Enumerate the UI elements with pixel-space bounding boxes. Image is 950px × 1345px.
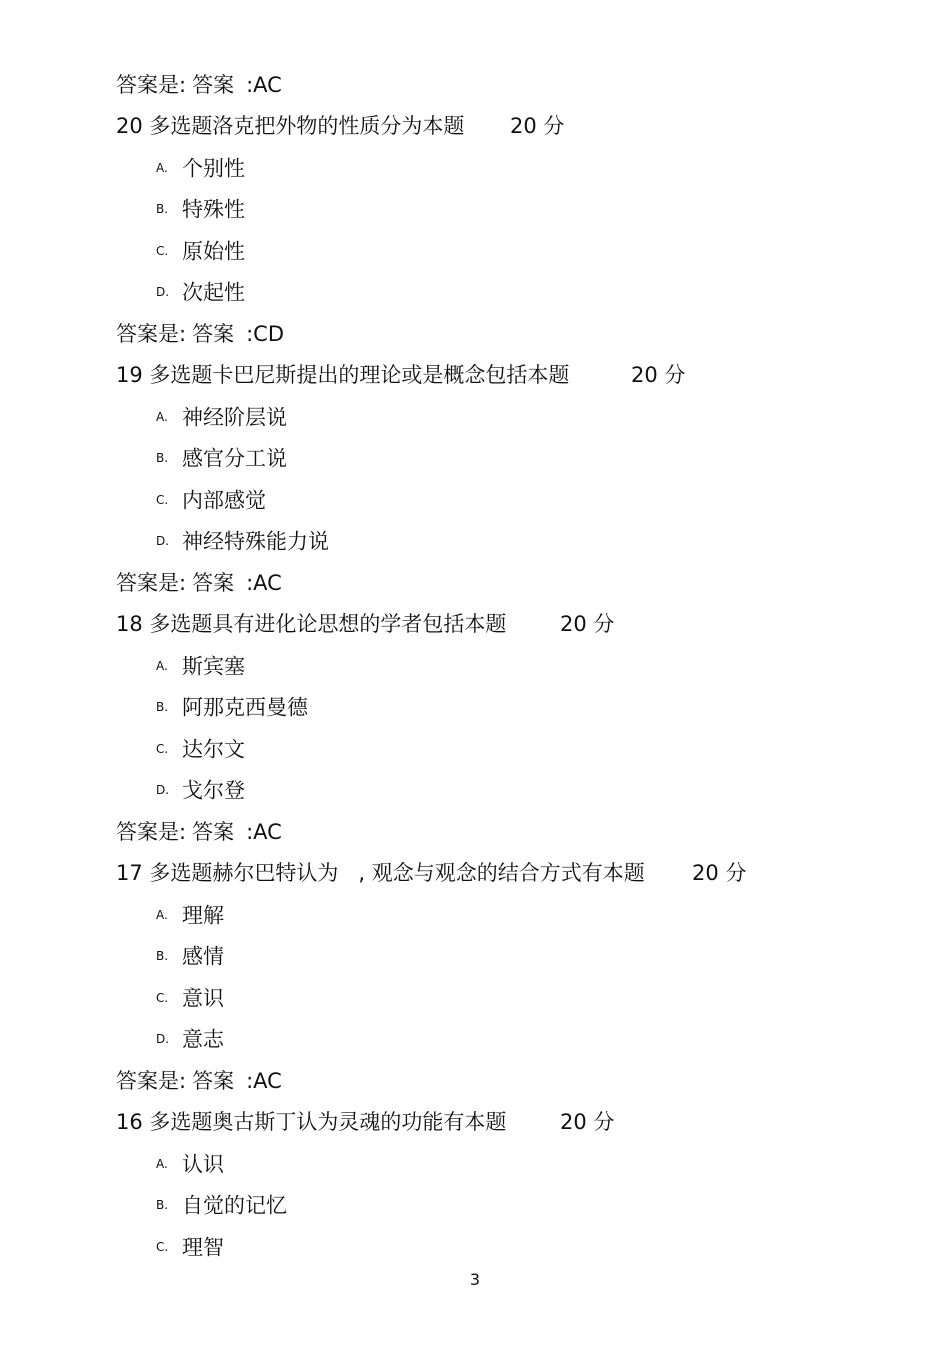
answer-word: 答案 [192,820,235,844]
option-text: 特殊性 [182,197,245,222]
answer-line [116,70,282,100]
answer-label: 答案是: [116,820,187,844]
option-letter: A. [156,658,168,673]
answer-option [156,1190,287,1220]
option-text: 斯宾塞 [182,654,245,679]
option-letter: A. [156,160,168,175]
answer-word: 答案 [192,322,235,346]
answer-word: 答案 [192,1069,235,1093]
option-letter: D. [156,782,170,797]
answer-option [156,443,287,473]
option-text: 阿那克西曼德 [182,695,308,720]
answer-value: :AC [246,820,282,844]
question-score: 20 分 [560,1110,615,1134]
option-text: 感官分工说 [182,446,287,471]
option-text: 戈尔登 [182,778,245,803]
option-text: 原始性 [182,239,245,264]
option-letter: C. [156,492,169,507]
option-text: 理解 [182,903,224,928]
answer-line [116,1066,282,1096]
option-text: 达尔文 [182,737,245,762]
option-text: 神经特殊能力说 [182,529,329,554]
option-text: 自觉的记忆 [182,1193,287,1218]
option-text: 内部感觉 [182,488,266,513]
answer-label: 答案是: [116,571,187,595]
option-letter: B. [156,699,169,714]
option-letter: C. [156,243,169,258]
question-line [116,1107,816,1137]
question-line [116,858,816,888]
answer-option [156,692,308,722]
answer-value: :AC [246,1069,282,1093]
option-text: 意识 [182,986,224,1011]
option-letter: D. [156,284,170,299]
page-number: 3 [469,1270,481,1289]
option-text: 次起性 [182,280,245,305]
answer-line [116,568,282,598]
answer-word: 答案 [192,571,235,595]
option-text: 认识 [182,1152,224,1177]
answer-label: 答案是: [116,322,187,346]
option-letter: D. [156,533,170,548]
option-text: 感情 [182,944,224,969]
answer-option [156,277,245,307]
answer-label: 答案是: [116,1069,187,1093]
option-text: 神经阶层说 [182,405,287,430]
question-score: 20 分 [560,612,615,636]
answer-option [156,1232,224,1262]
answer-option [156,402,287,432]
answer-option [156,775,245,805]
question-score: 20 分 [631,363,686,387]
option-letter: B. [156,948,169,963]
answer-option [156,526,329,556]
answer-value: :AC [246,73,282,97]
question-text: 20 多选题洛克把外物的性质分为本题 [116,114,465,138]
question-text: 18 多选题具有进化论思想的学者包括本题 [116,612,507,636]
answer-option [156,194,245,224]
question-score: 20 分 [692,861,747,885]
question-text: 19 多选题卡巴尼斯提出的理论或是概念包括本题 [116,363,570,387]
option-letter: B. [156,450,169,465]
answer-option [156,236,245,266]
option-letter: C. [156,741,169,756]
answer-value: :CD [246,322,284,346]
answer-option [156,941,224,971]
answer-option [156,1024,224,1054]
option-letter: D. [156,1031,170,1046]
answer-label: 答案是: [116,73,187,97]
answer-value: :AC [246,571,282,595]
option-text: 理智 [182,1235,224,1260]
question-text: 16 多选题奥古斯丁认为灵魂的功能有本题 [116,1110,507,1134]
option-letter: C. [156,1239,169,1254]
answer-option [156,485,266,515]
option-letter: A. [156,409,168,424]
question-line [116,360,816,390]
question-line [116,111,816,141]
option-letter: B. [156,201,169,216]
option-letter: A. [156,1156,168,1171]
answer-option [156,900,224,930]
question-score: 20 分 [510,114,565,138]
answer-option [156,651,245,681]
answer-line [116,319,284,349]
answer-line [116,817,282,847]
question-line [116,609,816,639]
answer-option [156,983,224,1013]
option-letter: C. [156,990,169,1005]
option-text: 个别性 [182,156,245,181]
option-letter: B. [156,1197,169,1212]
answer-option [156,153,245,183]
answer-option [156,1149,224,1179]
option-letter: A. [156,907,168,922]
question-text: 17 多选题赫尔巴特认为 , 观念与观念的结合方式有本题 [116,861,645,885]
answer-word: 答案 [192,73,235,97]
answer-option [156,734,245,764]
option-text: 意志 [182,1027,224,1052]
